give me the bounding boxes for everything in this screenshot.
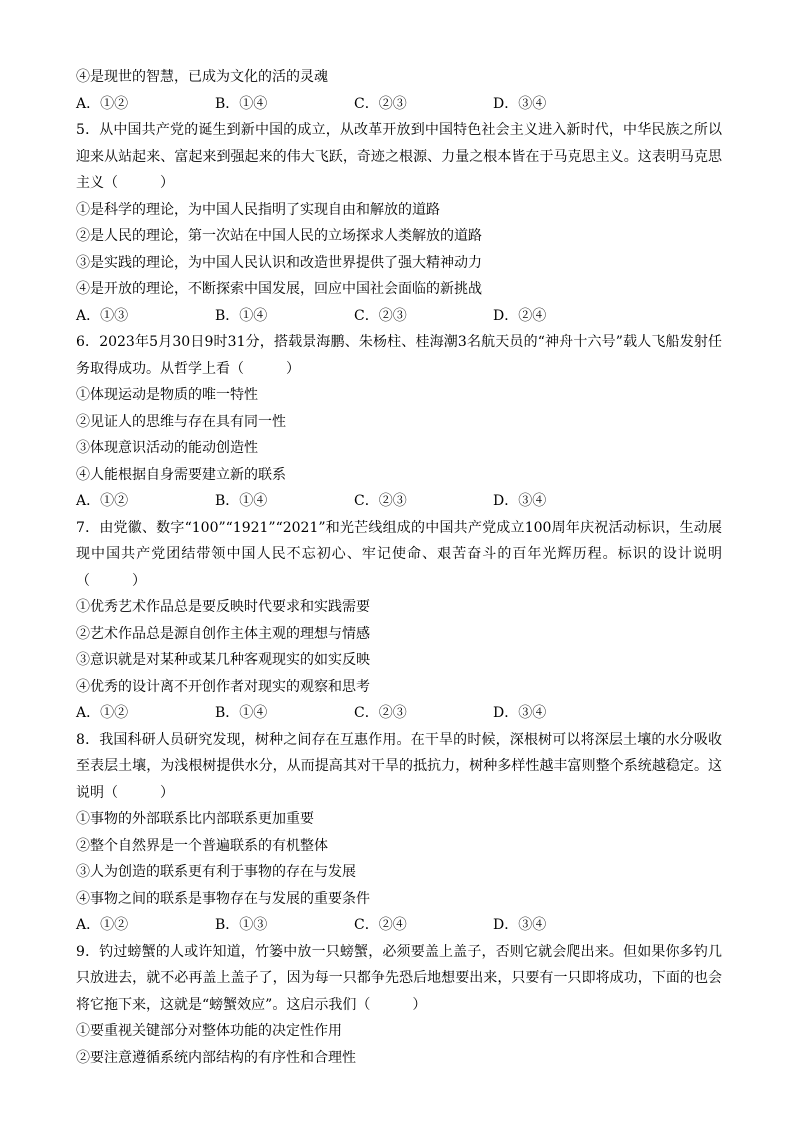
q7-statement-3: ③意识就是对某种或某几种客观现实的如实反映 xyxy=(76,652,370,668)
q5-statement-2: ②是人民的理论，第一次站在中国人民的立场探求人类解放的道路 xyxy=(76,228,482,244)
q6-option-b[interactable]: B．①④ xyxy=(215,493,268,509)
q8-statement-2: ②整个自然界是一个普遍联系的有机整体 xyxy=(76,837,328,854)
q6-option-d[interactable]: D．③④ xyxy=(493,493,547,509)
q5-statement-4: ④是开放的理论，不断探索中国发展，回应中国社会面临的新挑战 xyxy=(76,281,482,297)
q6-statement-2: ②见证人的思维与存在具有同一性 xyxy=(76,413,286,430)
q6-options xyxy=(76,488,722,515)
q7-statement-2: ②艺术作品总是源自创作主体主观的理想与情感 xyxy=(76,625,370,642)
q6-stem: 6．2023年5月30日9时31分，搭载景海鹏、朱杨柱、桂海潮3名航天员的“神舟十六号”载人飞船发射任务取得成功。从哲学上看（ ） xyxy=(76,334,722,377)
q9-stem: 9．钓过螃蟹的人或许知道，竹篓中放一只螃蟹，必须要盖上盖子，否则它就会爬出来。但如果你多钓几只放进去，就不必再盖上盖子了，因为每一只都争先恐后地想要出来，只要有一只即将成功，下面的也会将它拖下来，这就是“螃蟹效应”。这启示我们（ ） xyxy=(76,943,722,1013)
q4-option-d[interactable]: D．③④ xyxy=(493,95,547,112)
exam-page xyxy=(76,64,722,1071)
q7-option-b[interactable]: B．①④ xyxy=(215,705,268,721)
q9-statement-2: ②要注意遵循系统内部结构的有序性和合理性 xyxy=(76,1049,356,1066)
q8-statement-3: ③人为创造的联系更有利于事物的存在与发展 xyxy=(76,864,356,880)
q6-statement-4: ④人能根据自身需要建立新的联系 xyxy=(76,466,286,483)
q8-statement-4: ④事物之间的联系是事物存在与发展的重要条件 xyxy=(76,890,370,907)
q7-statement-4: ④优秀的设计离不开创作者对现实的观察和思考 xyxy=(76,678,370,695)
q7-statement-1: ①优秀艺术作品总是要反映时代要求和实践需要 xyxy=(76,599,370,615)
q9-statement-1: ①要重视关键部分对整体功能的决定性作用 xyxy=(76,1023,342,1039)
q4-option-b[interactable]: B．①④ xyxy=(215,95,268,112)
q8-stem: 8．我国科研人员研究发现，树种之间存在互惠作用。在干旱的时候，深根树可以将深层土壤的水分吸收至表层土壤，为浅根树提供水分，从而提高其对干旱的抵抗力，树种多样性越丰富则整个系统越稳定。这说明（ ） xyxy=(76,731,722,801)
q5-option-c[interactable]: C．②③ xyxy=(354,307,407,324)
q5-options xyxy=(76,303,722,330)
q7-option-a[interactable]: A．①② xyxy=(76,705,129,721)
q4-options xyxy=(76,91,722,118)
q5-stem: 5．从中国共产党的诞生到新中国的成立，从改革开放到中国特色社会主义进入新时代，中华民族之所以迎来从站起来、富起来到强起来的伟大飞跃，奇迹之根源、力量之根本皆在于马克思主义。这表明马克思主义（ ） xyxy=(76,122,722,191)
q7-options xyxy=(76,700,722,727)
q5-option-a[interactable]: A．①③ xyxy=(76,307,129,324)
q5-option-b[interactable]: B．①④ xyxy=(215,307,268,324)
q7-option-c[interactable]: C．②③ xyxy=(354,705,407,721)
q7-option-d[interactable]: D．③④ xyxy=(493,705,547,721)
q8-option-a[interactable]: A．①② xyxy=(76,917,129,933)
q5-statement-1: ①是科学的理论，为中国人民指明了实现自由和解放的道路 xyxy=(76,201,440,218)
q4-option-c[interactable]: C．②③ xyxy=(354,95,407,112)
q8-option-d[interactable]: D．③④ xyxy=(493,917,547,933)
q8-statement-1: ①事物的外部联系比内部联系更加重要 xyxy=(76,811,314,827)
q8-options xyxy=(76,912,722,939)
q8-option-c[interactable]: C．②④ xyxy=(354,917,407,933)
q8-option-b[interactable]: B．①③ xyxy=(215,917,268,933)
q6-statement-3: ③体现意识活动的能动创造性 xyxy=(76,440,258,456)
q7-stem: 7．由党徽、数字“100”“1921”“2021”和光芒线组成的中国共产党成立100周年庆祝活动标识，生动展现中国共产党团结带领中国人民不忘初心、牢记使命、艰苦奋斗的百年光辉历程。标识的设计说明（ ） xyxy=(76,519,722,589)
q6-statement-1: ①体现运动是物质的唯一特性 xyxy=(76,387,258,403)
q6-option-c[interactable]: C．②③ xyxy=(354,493,407,509)
q4-statement-4: ④是现世的智慧，已成为文化的活的灵魂 xyxy=(76,69,328,85)
q4-option-a[interactable]: A．①② xyxy=(76,95,129,112)
q5-statement-3: ③是实践的理论，为中国人民认识和改造世界提供了强大精神动力 xyxy=(76,254,482,271)
q6-option-a[interactable]: A．①② xyxy=(76,493,129,509)
q5-option-d[interactable]: D．②④ xyxy=(493,307,547,324)
